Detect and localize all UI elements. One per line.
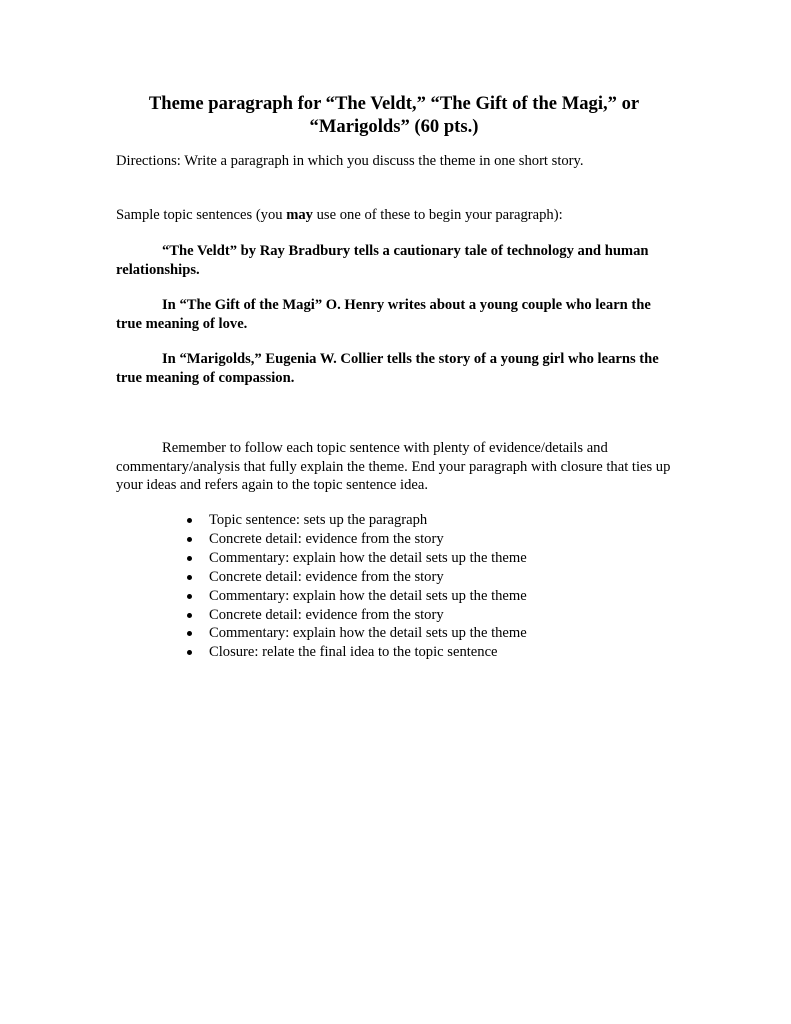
list-item-text: Topic sentence: sets up the paragraph	[209, 512, 428, 528]
list-item	[184, 530, 527, 549]
list-item	[184, 643, 527, 662]
sample-topic-sentence-magi: In “The Gift of the Magi” O. Henry writes about a young couple who learn the true meaning of love.	[116, 297, 651, 332]
sample-topic-sentence-veldt: “The Veldt” by Ray Bradbury tells a cautionary tale of technology and human relationships.	[116, 243, 649, 278]
bullet-icon	[187, 575, 192, 580]
list-item-text: Commentary: explain how the detail sets up the theme	[209, 549, 527, 566]
bullet-icon	[187, 613, 192, 618]
directions-label: Directions	[116, 153, 177, 169]
list-item	[184, 568, 527, 587]
sample-intro-emphasis: may	[286, 207, 313, 223]
sample-intro-paragraph	[116, 206, 676, 225]
list-item	[184, 624, 527, 643]
title-line-1: Theme paragraph for “The Veldt,” “The Gift of the Magi,” or	[148, 93, 640, 114]
list-item-text: Concrete detail: evidence from the story	[209, 530, 444, 547]
list-item	[184, 587, 527, 606]
document-title	[116, 92, 672, 138]
bullet-icon	[187, 537, 192, 542]
paragraph-structure-list	[184, 511, 527, 662]
list-item-text: Concrete detail: evidence from the story	[209, 568, 444, 585]
directions-paragraph	[116, 152, 676, 171]
list-item	[184, 606, 527, 625]
bullet-icon	[187, 594, 192, 599]
bullet-icon	[187, 556, 192, 561]
list-item	[184, 511, 527, 530]
sample-intro-after: use one of these to begin your paragraph):	[312, 207, 563, 223]
title-line-2: “Marigolds” (60 pts.)	[309, 116, 479, 137]
list-item-text: Closure: relate the final idea to the topic sentence	[209, 644, 498, 661]
bullet-icon	[187, 631, 192, 636]
sample-topic-sentence-marigolds: In “Marigolds,” Eugenia W. Collier tells the story of a young girl who learns the true meaning of compassion.	[116, 351, 659, 386]
list-item-text: Commentary: explain how the detail sets up the theme	[209, 625, 527, 642]
directions-text: : Write a paragraph in which you discuss the theme in one short story.	[176, 153, 584, 169]
bullet-icon	[187, 518, 192, 523]
list-item-text: Commentary: explain how the detail sets up the theme	[209, 587, 527, 604]
bullet-icon	[187, 650, 192, 655]
list-item-text: Concrete detail: evidence from the story	[209, 606, 444, 623]
sample-intro-before: Sample topic sentences (you	[116, 207, 287, 223]
remember-paragraph: Remember to follow each topic sentence with plenty of evidence/details and commentary/analysis that fully explain the theme. End your paragraph with closure that ties up your ideas and refers again to the topic sentence idea.	[116, 440, 671, 493]
list-item	[184, 549, 527, 568]
